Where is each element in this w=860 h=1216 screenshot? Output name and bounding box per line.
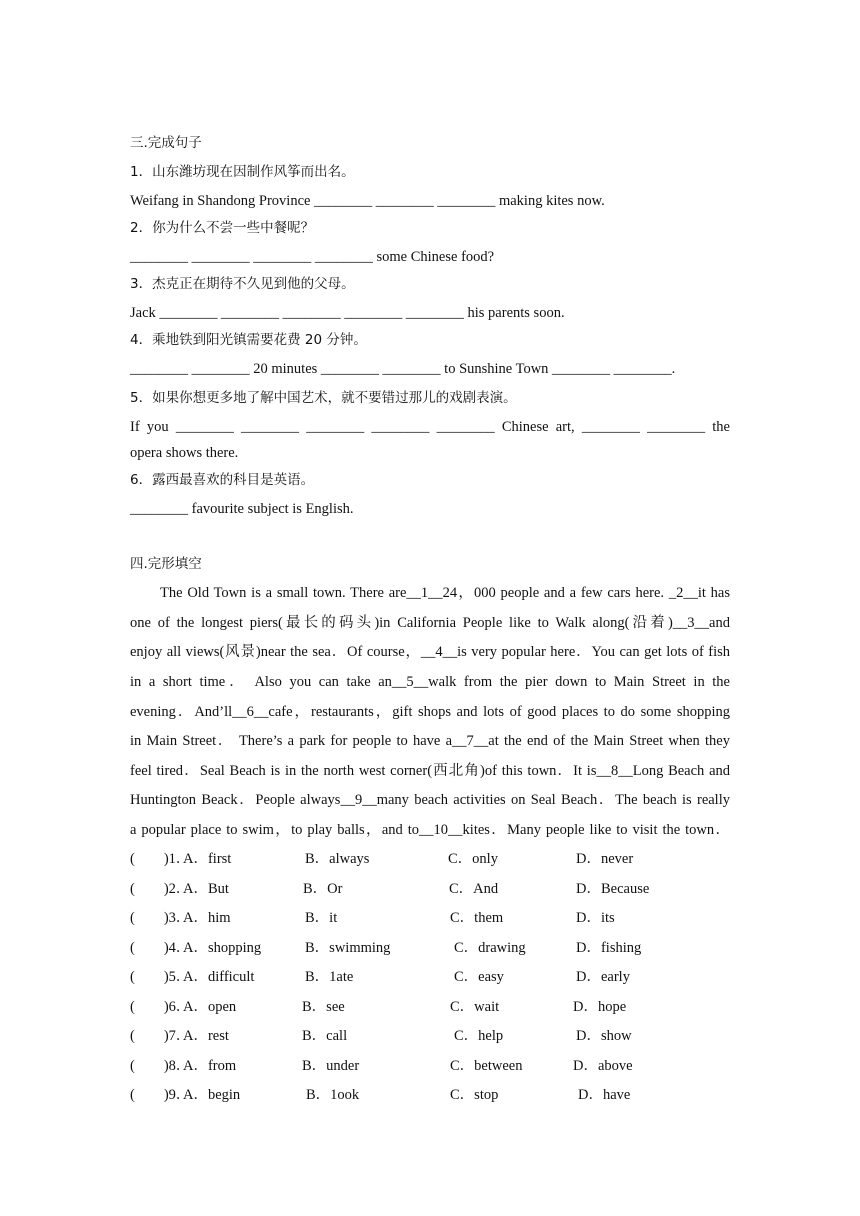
passage-line: a popular place to swim，to play balls，and to__10__kites．Many people like to visit the town． bbox=[130, 822, 730, 838]
option-c: C．them bbox=[450, 910, 504, 926]
s3-q3-english: Jack ________ ________ ________ ________ ________ his parents soon. bbox=[130, 305, 565, 321]
option-d: D．above bbox=[573, 1058, 633, 1074]
option-b: B．Or bbox=[303, 881, 343, 897]
s3-q4-english: ________ ________ 20 minutes ________ ________ to Sunshine Town ________ ________. bbox=[130, 361, 676, 377]
option-d: D．have bbox=[578, 1087, 631, 1103]
question-number: ( )3． bbox=[130, 910, 191, 926]
section3-heading: 三.完成句子 bbox=[130, 135, 202, 151]
option-b: B．it bbox=[305, 910, 338, 926]
question-number: ( )7． bbox=[130, 1028, 191, 1044]
option-a: A．difficult bbox=[183, 969, 255, 985]
passage-line: in a short time． Also you can take an__5__walk from the pier down to Main Street in the bbox=[130, 674, 730, 690]
s3-q5-english: If you ________ ________ ________ ________ ________ Chinese art, ________ ________ the bbox=[130, 419, 730, 435]
question-number: ( )2． bbox=[130, 881, 191, 897]
option-b: B．1ook bbox=[306, 1087, 360, 1103]
passage-line: The Old Town is a small town. There are__1__24，000 people and a few cars here. _2__it has bbox=[160, 585, 730, 601]
option-a: A．from bbox=[183, 1058, 237, 1074]
option-c: C．And bbox=[449, 881, 499, 897]
option-c: C．easy bbox=[454, 969, 504, 985]
s3-q4-chinese: 4．乘地铁到阳光镇需要花费 20 分钟。 bbox=[130, 332, 367, 348]
passage-line: feel tired．Seal Beach is in the north west corner(西北角)of this town．It is__8__Long Beach and bbox=[130, 763, 730, 779]
option-b: B．see bbox=[302, 999, 345, 1015]
option-d: D．its bbox=[576, 910, 615, 926]
s3-q6-chinese: 6．露西最喜欢的科目是英语。 bbox=[130, 472, 315, 488]
s3-q1-english: Weifang in Shandong Province ________ ________ ________ making kites now. bbox=[130, 193, 605, 209]
s3-q3-chinese: 3．杰克正在期待不久见到他的父母。 bbox=[130, 276, 355, 292]
question-number: ( )9． bbox=[130, 1087, 191, 1103]
option-a: A．shopping bbox=[183, 940, 262, 956]
option-d: D．early bbox=[576, 969, 630, 985]
option-c: C．drawing bbox=[454, 940, 526, 956]
option-c: C．stop bbox=[450, 1087, 499, 1103]
option-d: D．show bbox=[576, 1028, 632, 1044]
option-a: A．open bbox=[183, 999, 237, 1015]
passage-line: evening．And’ll__6__cafe，restaurants，gift shops and lots of good places to do some shopping bbox=[130, 704, 730, 720]
option-b: B．swimming bbox=[305, 940, 391, 956]
question-number: ( )4． bbox=[130, 940, 191, 956]
option-d: D．Because bbox=[576, 881, 650, 897]
option-a: A．begin bbox=[183, 1087, 241, 1103]
passage-line: one of the longest piers(最长的码头)in California People like to Walk along(沿着)__3__and bbox=[130, 615, 730, 631]
passage-line: in Main Street． There’s a park for people to have a__7__at the end of the Main Street when they bbox=[130, 733, 730, 749]
s3-q2-english: ________ ________ ________ ________ some Chinese food? bbox=[130, 249, 495, 265]
s3-q5-chinese: 5．如果你想更多地了解中国艺术，就不要错过那儿的戏剧表演。 bbox=[130, 390, 517, 406]
s3-q6-english: ________ favourite subject is English. bbox=[130, 501, 354, 517]
s3-q5-english-cont: opera shows there. bbox=[130, 445, 239, 461]
section4-heading: 四.完形填空 bbox=[130, 556, 202, 572]
s3-q2-chinese: 2．你为什么不尝一些中餐呢？ bbox=[130, 220, 315, 236]
option-c: C．help bbox=[454, 1028, 504, 1044]
option-a: A．first bbox=[183, 851, 232, 867]
question-number: ( )5． bbox=[130, 969, 191, 985]
s3-q1-chinese: 1．山东潍坊现在因制作风筝而出名。 bbox=[130, 164, 355, 180]
passage-line: Huntington Beack．People always__9__many beach activities on Seal Beach．The beach is really bbox=[130, 792, 730, 808]
option-d: D．fishing bbox=[576, 940, 642, 956]
option-d: D．hope bbox=[573, 999, 627, 1015]
question-number: ( )8． bbox=[130, 1058, 191, 1074]
option-b: B．under bbox=[302, 1058, 360, 1074]
question-number: ( )6． bbox=[130, 999, 191, 1015]
option-c: C．wait bbox=[450, 999, 500, 1015]
option-b: B．always bbox=[305, 851, 370, 867]
option-c: C．only bbox=[448, 851, 498, 867]
option-a: A．rest bbox=[183, 1028, 229, 1044]
passage-line: enjoy all views(风景)near the sea．Of course，__4__is very popular here．You can get lots of fish bbox=[130, 644, 730, 660]
question-number: ( )1． bbox=[130, 851, 191, 867]
option-a: A．him bbox=[183, 910, 231, 926]
option-a: A．But bbox=[183, 881, 229, 897]
option-b: B．1ate bbox=[305, 969, 354, 985]
option-d: D．never bbox=[576, 851, 634, 867]
option-b: B．call bbox=[302, 1028, 348, 1044]
option-c: C．between bbox=[450, 1058, 523, 1074]
